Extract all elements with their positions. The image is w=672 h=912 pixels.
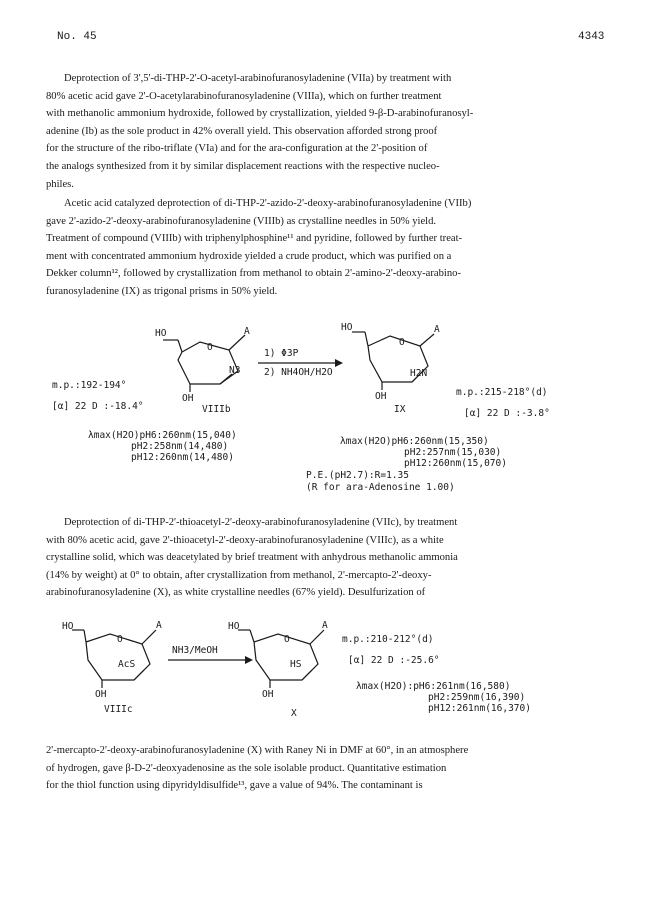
uv-ix-ph2: pH2:257nm(15,030) bbox=[404, 447, 502, 458]
text-line: Treatment of compound (VIIIb) with triphenylphosphine¹¹ and pyridine, followed by further treat- bbox=[46, 233, 463, 245]
text-line: Deprotection of 3',5'-di-THP-2'-O-acetyl-arabinofuranosyladenine (VIIa) by treatment with bbox=[64, 73, 452, 84]
text-line: gave 2'-azido-2'-deoxy-arabinofuranosyladenine (VIIIb) as crystalline needles in 50% yield. bbox=[46, 215, 437, 227]
uv-x-ph2: pH2:259nm(16,390) bbox=[428, 692, 526, 703]
uv-viiib-ph2: pH2:258nm(14,480) bbox=[131, 441, 229, 452]
text-line: arabinofuranosyladenine (X), as white crystalline needles (67% yield). Desulfurization of bbox=[46, 587, 426, 599]
optical-rotation-viiib: [α] 22 D :-18.4° bbox=[52, 401, 144, 412]
ring-oxygen-label: O bbox=[284, 634, 290, 645]
ho-label: HO bbox=[341, 322, 353, 333]
compound-label-x: X bbox=[291, 708, 297, 719]
compound-label-viiic: VIIIc bbox=[104, 704, 133, 715]
ring-oxygen-label: O bbox=[399, 337, 405, 348]
reagent-ammonia: NH3/MeOH bbox=[172, 645, 218, 656]
text-line: crystalline solid, which was deacetylated by brief treatment with anhydrous methanolic ammonia bbox=[46, 552, 458, 564]
thioacetyl-label: AcS bbox=[118, 659, 136, 670]
text-line: philes. bbox=[46, 178, 74, 190]
azido-label: N3 bbox=[229, 365, 241, 376]
text-line: for the structure of the ribo-triflate (VIa) and for the ara-configuration at the 2'-position of bbox=[46, 143, 428, 155]
page-number: 4343 bbox=[578, 31, 605, 43]
compound-label-ix: IX bbox=[394, 404, 406, 415]
text-line: Acetic acid catalyzed deprotection of di-THP-2'-azido-2'-deoxy-arabinofuranosyladenine (VIIb) bbox=[64, 198, 472, 209]
oh-label: OH bbox=[182, 393, 194, 404]
adenine-label: A bbox=[244, 326, 250, 337]
text-line: Deprotection of di-THP-2'-thioacetyl-2'-deoxy-arabinofuranosyladenine (VIIc), by treatment bbox=[64, 517, 458, 528]
oh-label: OH bbox=[95, 689, 107, 700]
uv-x-ph12: pH12:261nm(16,370) bbox=[428, 703, 531, 714]
text-line: with 80% acetic acid, gave 2'-thioacetyl-2'-deoxy-arabinofuranosyladenine (VIIIc), as a white bbox=[46, 534, 444, 546]
text-line: ment with concentrated ammonium hydroxide yielded a crude product, which was purified on a bbox=[46, 250, 452, 262]
text-line: for the thiol function using dipyridyldisulfide¹³, gave a value of 94%. The contaminant is bbox=[46, 780, 423, 792]
uv-x-ph6: λmax(H2O):pH6:261nm(16,580) bbox=[356, 681, 511, 692]
mp-x: m.p.:210-212°(d) bbox=[342, 634, 434, 645]
amino-label: H2N bbox=[410, 368, 428, 379]
reagent-step-1: 1) Φ3P bbox=[264, 348, 299, 359]
uv-viiib-ph6: λmax(H2O)pH6:260nm(15,040) bbox=[88, 430, 237, 441]
thiol-label: HS bbox=[290, 659, 302, 670]
reagent-step-2: 2) NH4OH/H2O bbox=[264, 367, 333, 378]
ho-label: HO bbox=[155, 328, 167, 339]
journal-issue: No. 45 bbox=[57, 31, 97, 43]
mp-viiib: m.p.:192-194° bbox=[52, 380, 127, 391]
furanose-ring-viiic bbox=[72, 630, 156, 688]
ho-label: HO bbox=[228, 621, 240, 632]
electrophoresis-value: P.E.(pH2.7):R=1.35 bbox=[306, 470, 409, 481]
text-line: 2'-mercapto-2'-deoxy-arabinofuranosyladenine (X) with Raney Ni in DMF at 60°, in an atmosphere bbox=[46, 745, 469, 756]
ho-label: HO bbox=[62, 621, 74, 632]
text-line: of hydrogen, gave β-D-2'-deoxyadenosine as the sole isolable product. Quantitative estimation bbox=[46, 762, 447, 774]
optical-rotation-x: [α] 22 D :-25.6° bbox=[348, 655, 440, 666]
ring-oxygen-label: O bbox=[117, 634, 123, 645]
uv-ix-ph6: λmax(H2O)pH6:260nm(15,350) bbox=[340, 436, 489, 447]
adenine-label: A bbox=[156, 620, 162, 631]
paragraph-4 bbox=[46, 742, 626, 795]
text-line: with methanolic ammonium hydroxide, followed by crystallization, yielded 9-β-D-arabinofuranosyl- bbox=[46, 108, 474, 120]
oh-label: OH bbox=[262, 689, 274, 700]
ring-oxygen-label: O bbox=[207, 342, 213, 353]
text-line: furanosyladenine (IX) as trigonal prisms in 50% yield. bbox=[46, 285, 278, 297]
text-line: (14% by weight) at 0° to obtain, after crystallization from methanol, 2'-mercapto-2'-deoxy- bbox=[46, 569, 432, 581]
adenine-label: A bbox=[434, 324, 440, 335]
text-line: Dekker column¹², followed by crystallization from methanol to obtain 2'-amino-2'-deoxy-arabino- bbox=[46, 268, 461, 280]
text-line: the analogs synthesized from it by similar displacement reactions with the respective nucleo- bbox=[46, 160, 440, 172]
text-line: adenine (Ib) as the sole product in 42% overall yield. This observation afforded strong proof bbox=[46, 125, 438, 137]
oh-label: OH bbox=[375, 391, 387, 402]
mp-ix: m.p.:215-218°(d) bbox=[456, 387, 548, 398]
text-line: 80% acetic acid gave 2'-O-acetylarabinofuranosyladenine (VIIIa), which on further treatment bbox=[46, 90, 442, 102]
uv-viiib-ph12: pH12:260nm(14,480) bbox=[131, 452, 234, 463]
optical-rotation-ix: [α] 22 D :-3.8° bbox=[464, 408, 550, 419]
electrophoresis-reference: (R for ara-Adenosine 1.00) bbox=[306, 482, 455, 493]
uv-ix-ph12: pH12:260nm(15,070) bbox=[404, 458, 507, 469]
adenine-label: A bbox=[322, 620, 328, 631]
reaction-arrow-2 bbox=[168, 656, 253, 664]
compound-label-viiib: VIIIb bbox=[202, 404, 231, 415]
